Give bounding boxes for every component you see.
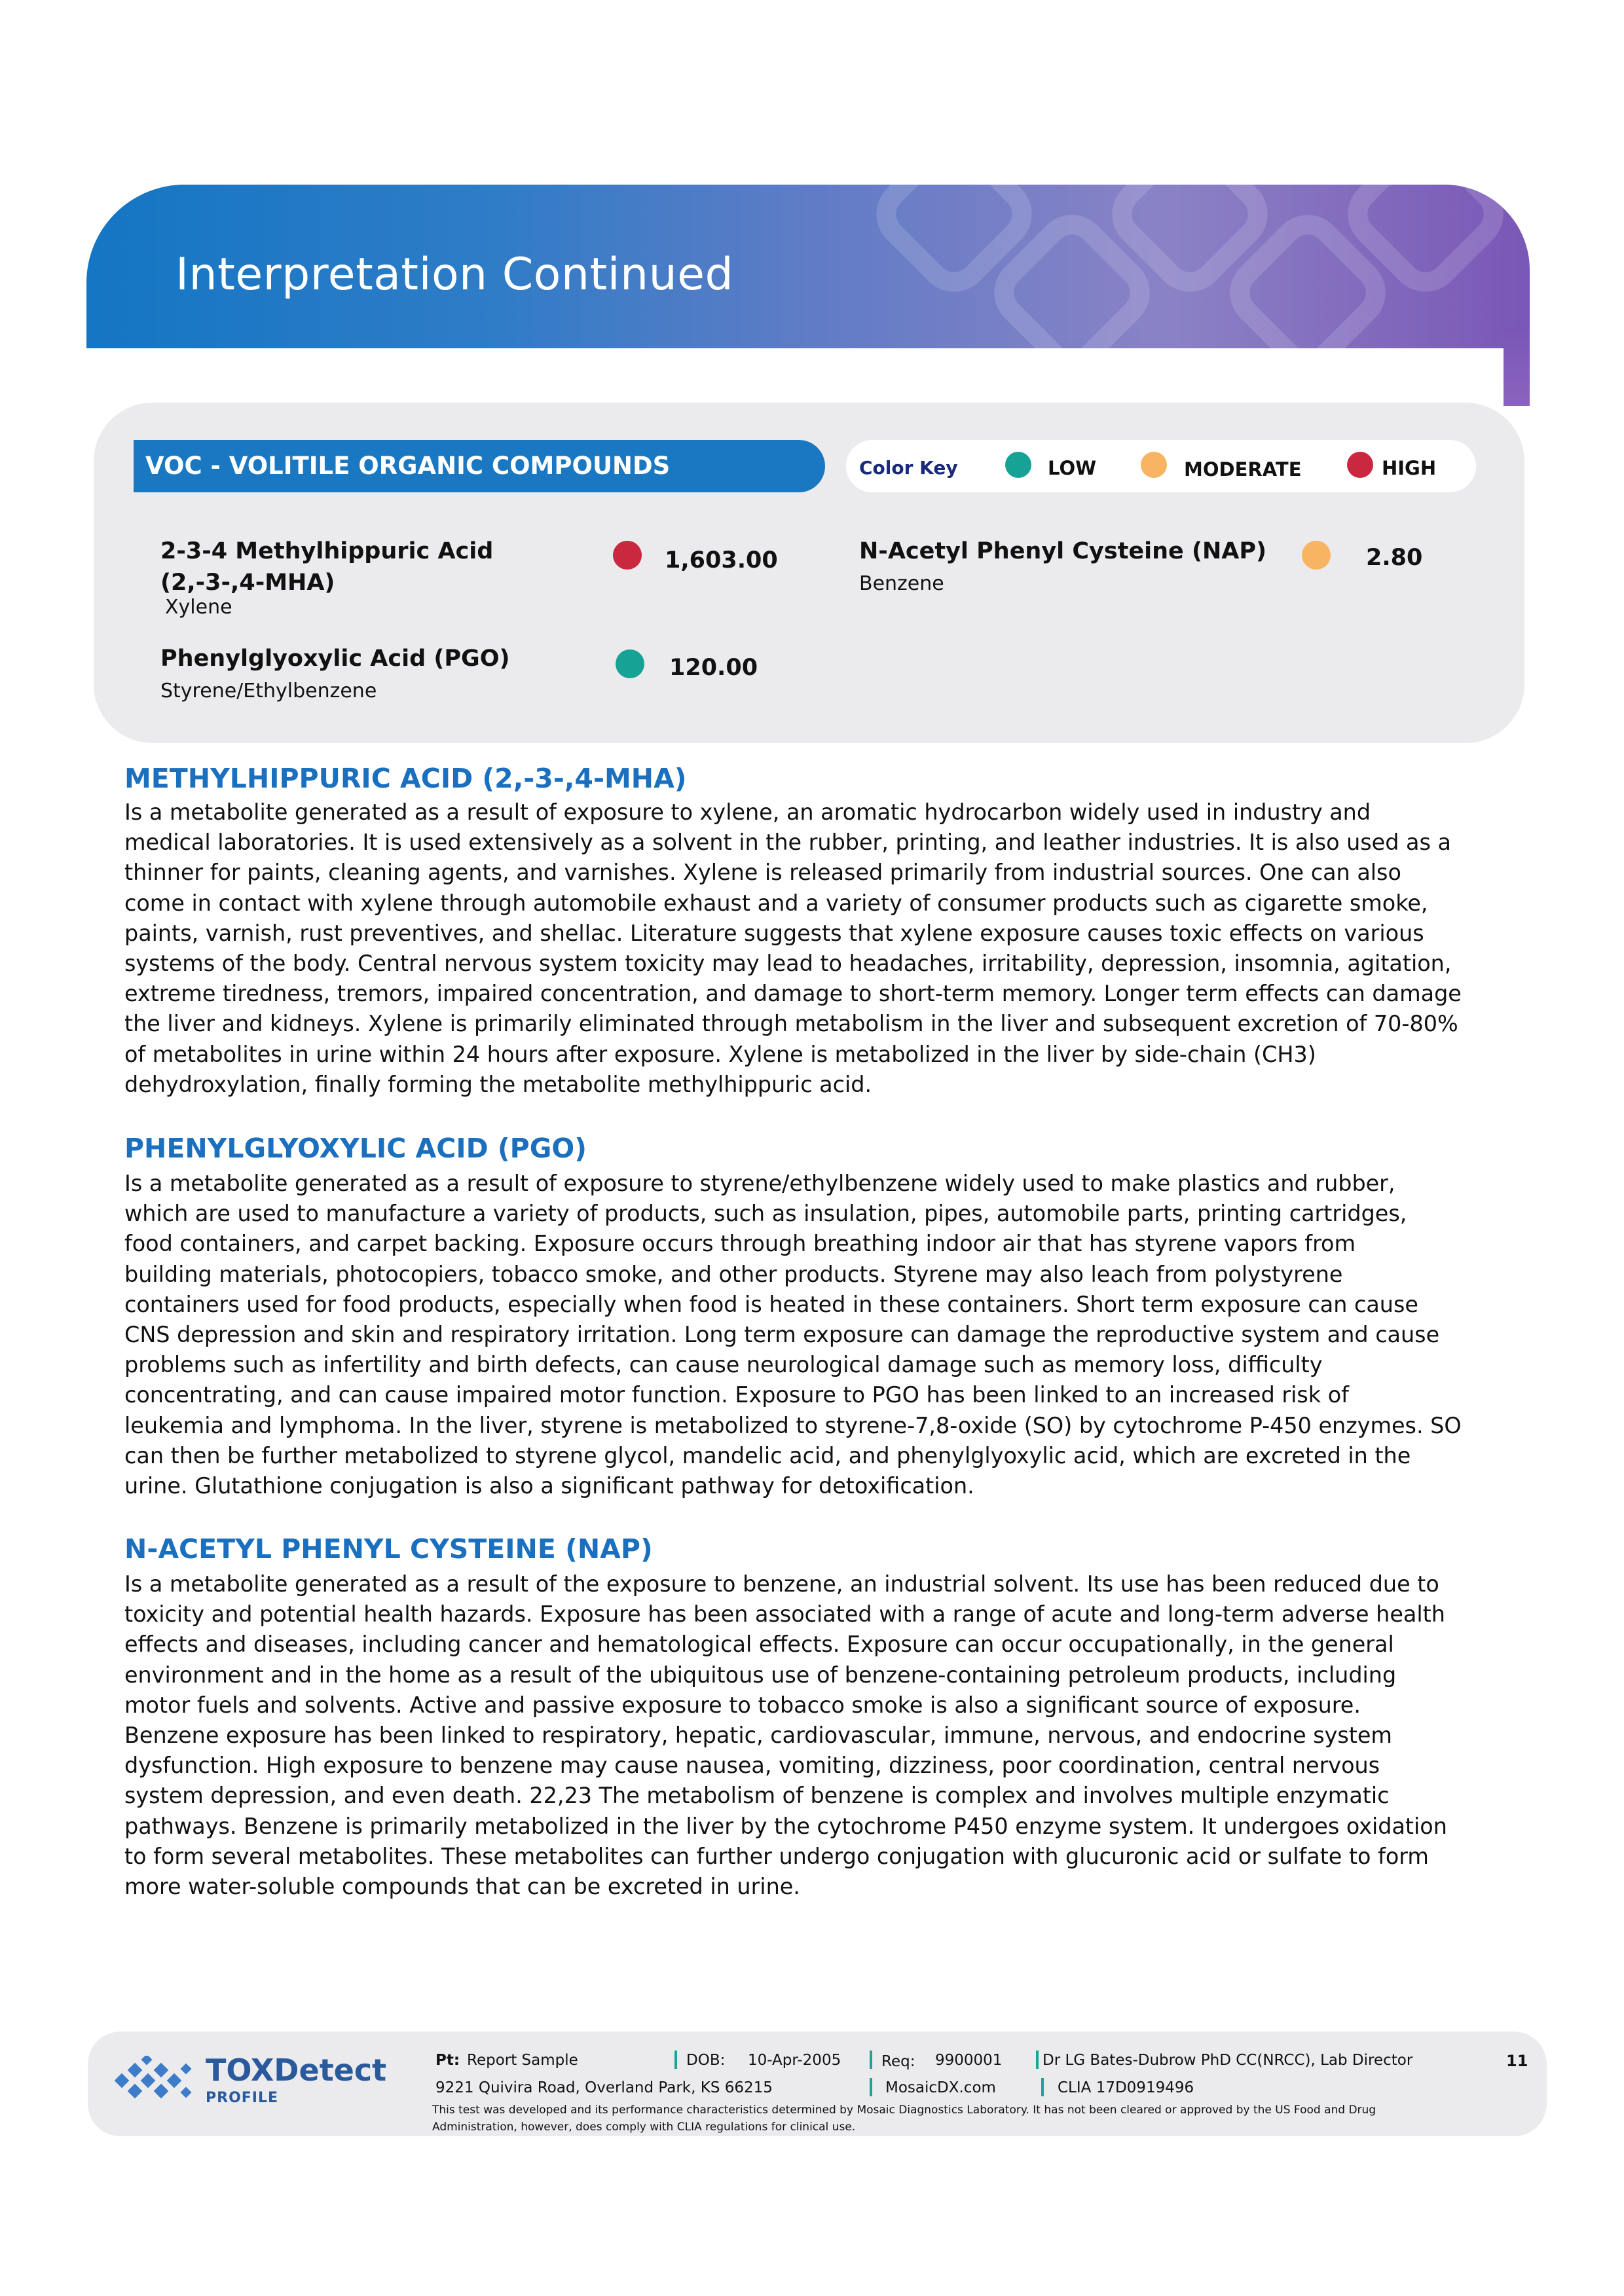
clia-number: CLIA 17D0919496 [1058,2079,1194,2096]
footer-separator [870,2050,872,2069]
compound-value-nap: 2.80 [1366,545,1423,571]
color-key-low: LOW [1048,457,1097,479]
compound-source-pgo: Styrene/Ethylbenzene [160,680,377,702]
footer-separator [870,2078,872,2096]
color-key-moderate: MODERATE [1184,458,1302,481]
section-body-pgo: Is a metabolite generated as a result of exposure to styrene/ethylbenzene widely used to make plastics and rubber, which are used to manufacture a variety of products, such as insulation, pipes, automobile parts, printing cartridges, food containers, and carpet backing. Exposure occurs through breathing indoor air that has styrene vapors from building materials, photocopiers, tobacco smoke, and other products. Styrene may also leach from polystyrene containers used for food products, especially when food is heated in these containers. Short term exposure can cause CNS depression and skin and respiratory irritation. Long term exposure can damage the reproductive system and cause problems such as infertility and birth defects, can cause neurological damage such as memory loss, difficulty concentrating, and can cause impaired motor function. Exposure to PGO has been linked to an increased risk of leukemia and lymphoma. In the liver, styrene is metabolized to styrene-7,8-oxide (SO) by cytochrome P-450 enzymes. SO can then be further metabolized to styrene glycol, mandelic acid, and phenylglyoxylic acid, which are excreted in the urine. Glutathione conjugation is also a significant pathway for detoxification. [124,1171,1462,1499]
section-heading-nap: N-ACETYL PHENYL CYSTEINE (NAP) [124,1533,653,1565]
footer-separator [1036,2050,1039,2069]
moderate-level-dot-icon [1302,541,1331,570]
low-dot-icon [1005,452,1031,478]
compound-name-mha: 2-3-4 Methylhippuric Acid (2,-3-,4-MHA) [160,538,494,596]
compound-name-nap: N-Acetyl Phenyl Cysteine (NAP) [859,538,1267,564]
section-body-nap: Is a metabolite generated as a result of the exposure to benzene, an industrial solvent. Its use has been reduced due to toxicity and potential health hazards. Exposure has been associated with a range of acute and long-term adverse health effects and diseases, including cancer and hematological effects. Exposure can occur occupationally, in the general environment and in the home as a result of the ubiquitous use of benzene-containing petroleum products, including motor fuels and solvents. Active and passive exposure to tobacco smoke is also a significant source of exposure. Benzene exposure has been linked to respiratory, hepatic, cardiovascular, immune, nervous, and endocrine system dysfunction. High exposure to benzene may cause nausea, vomiting, dizziness, poor coordination, central nervous system depression, and even death. 22,23 The metabolism of benzene is complex and involves multiple enzymatic pathways. Benzene is primarily metabolized in the liver by the cytochrome P450 enzyme system. It undergoes oxidation to form several metabolites. These metabolites can further undergo conjugation with glucuronic acid or sulfate to form more water-soluble compounds that can be excreted in urine. [124,1571,1447,1900]
header-tail [1504,327,1530,406]
high-level-dot-icon [613,541,642,570]
section-heading-pgo: PHENYLGLYOXYLIC ACID (PGO) [124,1133,587,1164]
compound-value-mha: 1,603.00 [665,547,778,574]
dob-value: 10-Apr-2005 [748,2052,841,2069]
compound-source-mha: Xylene [165,596,232,619]
patient-label: Pt: [435,2052,460,2069]
section-body-mha: Is a metabolite generated as a result of exposure to xylene, an aromatic hydrocarbon widely used in industry and medical laboratories. It is used extensively as a solvent in the rubber, printing, and leather industries. It is also used as a thinner for paints, cleaning agents, and varnishes. Xylene is released primarily from industrial sources. One can also come in contact with xylene through automobile exhaust and a variety of consumer products such as cigarette smoke, paints, varnish, rust preventives, and shellac. Literature suggests that xylene exposure causes toxic effects on various systems of the body. Central nervous system toxicity may lead to headaches, irritability, depression, insomnia, agitation, extreme tiredness, tremors, impaired concentration, and damage to short-term memory. Longer term effects can damage the liver and kidneys. Xylene is primarily eliminated through metabolism in the liver and subsequent excretion of 70-80% of metabolites in urine within 24 hours after exposure. Xylene is metabolized in the liver by side-chain (CH3) dehydroxylation, finally forming the metabolite methylhippuric acid. [124,799,1462,1097]
website-link[interactable]: MosaicDX.com [885,2079,996,2096]
patient-name: Report Sample [467,2052,578,2069]
toxdetect-logo-icon [113,2056,198,2108]
logo-subtitle: PROFILE [206,2090,279,2106]
section-label: VOC - VOLITILE ORGANIC COMPOUNDS [145,452,671,480]
logo-wordmark: TOXDetect [206,2052,387,2088]
req-value: 9900001 [935,2052,1003,2069]
compound-value-pgo: 120.00 [669,655,758,681]
compound-source-nap: Benzene [859,572,944,595]
compound-name-pgo: Phenylglyoxylic Acid (PGO) [160,646,510,672]
moderate-dot-icon [1141,452,1167,478]
req-label: Req: [881,2053,915,2070]
footer-separator [674,2050,677,2069]
footer-separator [1041,2078,1044,2096]
dob-label: DOB: [686,2052,726,2069]
section-heading-mha: METHYLHIPPURIC ACID (2,-3-,4-MHA) [124,763,687,794]
color-key-high: HIGH [1382,457,1437,479]
high-dot-icon [1347,452,1373,478]
disclaimer-text: This test was developed and its performance characteristics determined by Mosaic Diagnostics Laboratory. It has not been cleared or approved by the US Food and Drug Administration, however, does comply with CLIA regulations for clinical use. [432,2104,1376,2134]
lab-director: Dr LG Bates-Dubrow PhD CC(NRCC), Lab Director [1043,2052,1413,2069]
low-level-dot-icon [616,649,644,678]
page-title: Interpretation Continued [175,249,734,301]
lab-address: 9221 Quivira Road, Overland Park, KS 66215 [435,2079,773,2096]
color-key-label: Color Key [859,457,958,479]
page-number: 11 [1506,2052,1528,2070]
